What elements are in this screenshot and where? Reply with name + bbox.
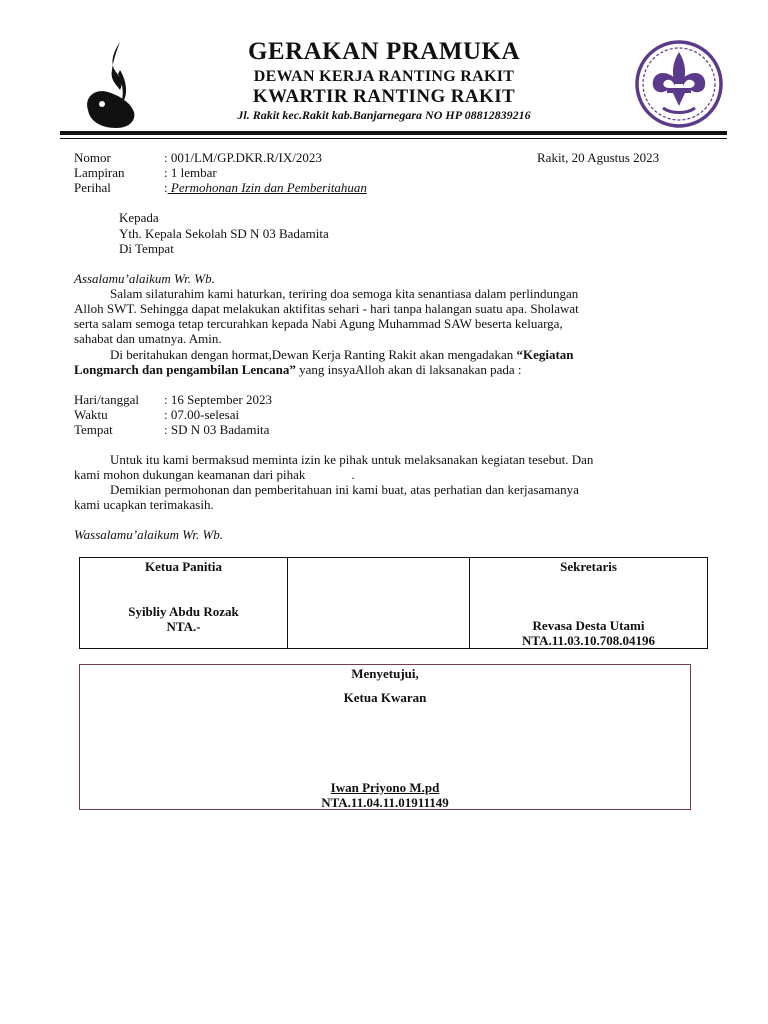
para1-line1: Salam silaturahim kami haturkan, teriring doa semoga kita senantiasa dalam perlindungan [110,286,579,301]
para3-line2 [74,467,355,482]
sekretaris-name: Revasa Desta Utami [532,618,645,633]
header-rule-thin [60,138,727,139]
para2-line1 [110,347,574,362]
hari-label: Hari/tanggal [74,392,139,407]
para1-line4: sahabat dan umatnya. Amin. [74,331,222,346]
tempat-value: : SD N 03 Badamita [164,422,270,437]
approve-title: Ketua Kwaran [343,690,427,705]
hari-value: : 16 September 2023 [164,392,272,407]
para1-line2: Alloh SWT. Sehingga dapat melakukan aktifitas sehari - hari tanpa halangan suatu apa. Sholawat [74,301,579,316]
approval-box [79,664,691,810]
kwartir-title: KWARTIR RANTING RAKIT [252,86,516,107]
approve-label: Menyetujui, [351,666,419,681]
sekretaris-title: Sekretaris [560,559,617,574]
nomor-value: : 001/LM/GP.DKR.R/IX/2023 [164,150,322,165]
para1-line3: serta salam semoga tetap tercurahkan kepada Nabi Agung Muhammad SAW beserta keluarga, [74,316,563,331]
para2-line1-text: Di beritahukan dengan hormat,Dewan Kerja Ranting Rakit akan mengadakan [110,347,517,362]
closing: Wassalamu’alaikum Wr. Wb. [74,527,224,542]
lampiran-value: : 1 lembar [164,165,217,180]
ketua-title: Ketua Panitia [145,559,222,574]
para2-line2 [74,362,522,377]
ketua-name: Syibliy Abdu Rozak [128,604,239,619]
perihal-row [164,180,367,195]
waktu-value: : 07.00-selesai [164,407,240,422]
event-name-end: Longmarch dan pengambilan Lencana” [74,362,296,377]
ketua-nta: NTA.- [166,619,201,634]
sig-cell-middle [287,557,470,649]
header-rule-thick [60,131,727,135]
lampiran-label: Lampiran [74,165,125,180]
approve-name: Iwan Priyono M.pd [330,780,440,795]
org-title: GERAKAN PRAMUKA [247,38,521,65]
sig-cell-ketua [79,557,288,649]
perihal-label: Perihal [74,180,111,195]
recipient-line2: Yth. Kepala Sekolah SD N 03 Badamita [119,226,329,241]
perihal-value: Permohonan Izin dan Pemberitahuan [167,180,367,195]
sig-cell-sekretaris [469,557,708,649]
approve-nta: NTA.11.04.11.01911149 [321,795,449,810]
greeting: Assalamu’alaikum Wr. Wb. [74,271,215,286]
place-date: Rakit, 20 Agustus 2023 [537,150,660,165]
tempat-label: Tempat [74,422,113,437]
recipient-line3: Di Tempat [119,241,174,256]
para4-line1: Demikian permohonan dan pemberitahuan ini kami buat, atas perhatian dan kerjasamanya [110,482,579,497]
perihal-colon: : [164,180,168,195]
recipient-line1: Kepada [119,210,159,225]
event-name-start: “Kegiatan [516,347,574,362]
council-title: DEWAN KERJA RANTING RAKIT [253,68,515,85]
para3-line2-text: kami mohon dukungan keamanan dari pihak [74,467,306,482]
sekretaris-nta: NTA.11.03.10.708.04196 [521,633,655,648]
nomor-label: Nomor [74,150,111,165]
para2-line2-text: yang insyaAlloh akan di laksanakan pada : [295,362,522,377]
address-line: Jl. Rakit kec.Rakit kab.Banjarnegara NO HP 08812839216 [237,108,531,122]
waktu-label: Waktu [74,407,108,422]
para3-line1: Untuk itu kami bermaksud meminta izin ke pihak untuk melaksanakan kegiatan tesebut. Dan [110,452,594,467]
para4-line2: kami ucapkan terimakasih. [74,497,214,512]
para3-dot: . [351,467,355,482]
